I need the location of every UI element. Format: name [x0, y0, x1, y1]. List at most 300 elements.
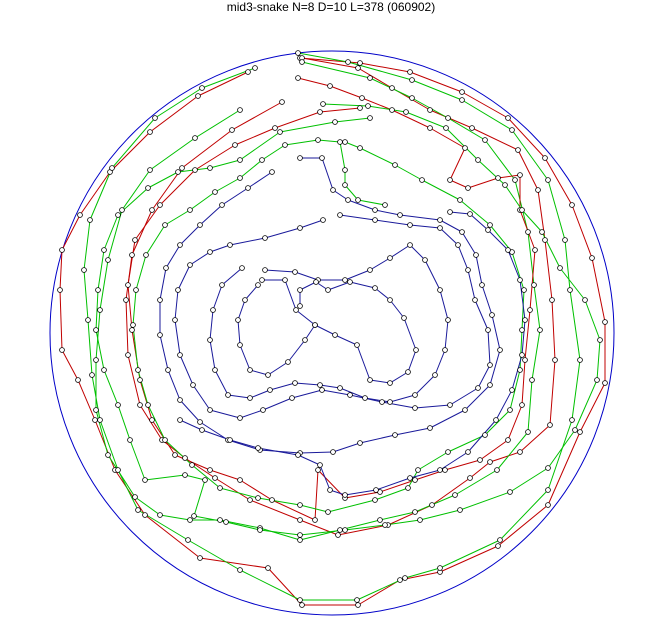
snake-node [106, 258, 111, 263]
snake-node [238, 108, 243, 113]
snake-node [226, 393, 231, 398]
snake-node [368, 76, 373, 81]
snake-node [208, 408, 213, 413]
snake-node [523, 358, 528, 363]
snake-node [188, 263, 193, 268]
snake-node [573, 428, 578, 433]
snake-node [413, 510, 418, 515]
snake-node [496, 544, 501, 549]
snake-node [200, 428, 205, 433]
snake-node [520, 328, 525, 333]
snake-node [468, 212, 473, 217]
snake-node [388, 400, 393, 405]
snake-node [143, 478, 148, 483]
snake-node [486, 328, 491, 333]
snake-node [356, 198, 361, 203]
snake-node [466, 186, 471, 191]
snake-node [198, 420, 203, 425]
snake-node [486, 228, 491, 233]
snake-node [478, 458, 483, 463]
snake-node [178, 353, 183, 358]
snake-node [192, 514, 197, 519]
snake-node [398, 578, 403, 583]
snake-node [368, 116, 373, 121]
snake-node [153, 116, 158, 121]
snake-node [520, 403, 525, 408]
snake-node [166, 368, 171, 373]
snake-node [240, 266, 245, 271]
snake-node [178, 398, 183, 403]
snake-node [460, 98, 465, 103]
snake-node [268, 388, 273, 393]
snake-node [488, 223, 493, 228]
snake-node [366, 104, 371, 109]
snake-node [474, 253, 479, 258]
snake-node [116, 213, 121, 218]
snake-node [96, 288, 101, 293]
snake-node [358, 441, 363, 446]
snake-node [218, 518, 223, 523]
snake-node [513, 178, 518, 183]
snake-node [438, 288, 443, 293]
snake-node [355, 343, 360, 348]
snake-node [532, 283, 537, 288]
snake-node [150, 208, 155, 213]
snake-node [93, 418, 98, 423]
snake-node [126, 353, 131, 358]
snake-node [228, 243, 233, 248]
snake-node [590, 256, 595, 261]
snake-node [553, 358, 558, 363]
snake-node [383, 203, 388, 208]
snake-node [320, 156, 325, 161]
snake-node [568, 288, 573, 293]
snake-node [530, 378, 535, 383]
snake-node [583, 298, 588, 303]
snake-node [158, 513, 163, 518]
snake-node [213, 190, 218, 195]
snake-path-blue [180, 212, 525, 495]
snake-node [550, 298, 555, 303]
snake-node [570, 203, 575, 208]
snake-node [298, 598, 303, 603]
snake-node [186, 538, 191, 543]
snake-node [183, 456, 188, 461]
snake-node [373, 208, 378, 213]
snake-node [363, 396, 368, 401]
snake-node [388, 298, 393, 303]
snake-node [522, 288, 527, 293]
snake-node [458, 198, 463, 203]
snake-node [263, 236, 268, 241]
snake-node [228, 438, 233, 443]
snake-node [102, 248, 107, 253]
snake-node [470, 126, 475, 131]
snake-node [164, 266, 169, 271]
snake-node [130, 328, 135, 333]
snake-node [410, 78, 415, 83]
snake-node [256, 496, 261, 501]
snake-node [488, 460, 493, 465]
snake-node [138, 378, 143, 383]
snake-node [208, 166, 213, 171]
snake-node [88, 218, 93, 223]
snake-node [260, 158, 265, 163]
snake-node [343, 493, 348, 498]
snake-node [133, 495, 138, 500]
snake-node [343, 168, 348, 173]
snake-node [543, 238, 548, 243]
snake-node [408, 70, 413, 75]
snake-node [303, 338, 308, 343]
snake-node [406, 370, 411, 375]
snake-node [595, 378, 600, 383]
snake-node [523, 318, 528, 323]
snake-node [143, 513, 148, 518]
snake-node [506, 116, 511, 121]
snake-node [328, 488, 333, 493]
snake-node [236, 318, 241, 323]
snake-path-blue [175, 215, 490, 418]
snake-node [130, 253, 135, 258]
snake-node [238, 568, 243, 573]
snake-node [326, 510, 331, 515]
snake-node [343, 183, 348, 188]
snake-node [283, 278, 288, 283]
snake-node [60, 248, 65, 253]
snake-node [278, 130, 283, 135]
snake-node [410, 96, 415, 101]
snake-node [538, 328, 543, 333]
snake-node [258, 528, 263, 533]
snake-node [120, 208, 125, 213]
snake-node [578, 358, 583, 363]
snake-node [408, 476, 413, 481]
snake-node [90, 373, 95, 378]
snake-node [570, 418, 575, 423]
snake-node [508, 408, 513, 413]
snake-path-blue [262, 280, 416, 383]
snake-node [60, 348, 65, 353]
snake-node [320, 388, 325, 393]
snake-node [413, 406, 418, 411]
snake-node [333, 120, 338, 125]
snake-node [343, 528, 348, 533]
snake-node [448, 403, 453, 408]
snake-node [336, 533, 341, 538]
snake-node [188, 518, 193, 523]
snake-node [338, 528, 343, 533]
snake-node [543, 156, 548, 161]
snake-node [198, 223, 203, 228]
snake-node [495, 468, 500, 473]
snake-node [133, 238, 138, 243]
snake-node [136, 508, 141, 513]
snake-node [558, 266, 563, 271]
snake-node [373, 286, 378, 291]
snake-node [536, 188, 541, 193]
snake-node [438, 566, 443, 571]
snake-node [526, 230, 531, 235]
snake-node [298, 288, 303, 293]
snake-node [158, 203, 163, 208]
snake-node [433, 373, 438, 378]
snake-node [208, 250, 213, 255]
snake-node [178, 418, 183, 423]
snake-node [318, 110, 323, 115]
snake-node [298, 304, 303, 309]
snake-node [466, 450, 471, 455]
snake-node [408, 243, 413, 248]
snake-node [163, 223, 168, 228]
snake-node [116, 403, 121, 408]
snake-node [298, 538, 303, 543]
snake-node [146, 186, 151, 191]
snake-node [414, 348, 419, 353]
snake-node [418, 518, 423, 523]
snake-node [466, 268, 471, 273]
snake-node [213, 476, 218, 481]
snake-node [546, 488, 551, 493]
snake-node [243, 298, 248, 303]
snake-node [463, 146, 468, 151]
snake-node [548, 423, 553, 428]
snake-node [463, 408, 468, 413]
snake-node [488, 383, 493, 388]
snake-node [76, 378, 81, 383]
snake-node [173, 453, 178, 458]
snake-node [300, 603, 305, 608]
snake-node [338, 140, 343, 145]
snake-node [266, 373, 271, 378]
snake-node [358, 146, 363, 151]
snake-node [290, 396, 295, 401]
snake-node [193, 168, 198, 173]
snake-node [358, 106, 363, 111]
snake-node [368, 268, 373, 273]
snake-node [248, 396, 253, 401]
snake-node [373, 218, 378, 223]
snake-node [188, 208, 193, 213]
snake-node [446, 318, 451, 323]
snake-node [428, 126, 433, 131]
snake-node [321, 102, 326, 107]
snake-node [124, 298, 129, 303]
snake-node [413, 393, 418, 398]
snake-node [456, 243, 461, 248]
snake-node [488, 363, 493, 368]
snake-node [126, 283, 131, 288]
snake-node [388, 381, 393, 386]
snake-node [444, 126, 449, 131]
snake-node [313, 323, 318, 328]
snake-node [480, 283, 485, 288]
snake-node [518, 173, 523, 178]
snake-node [238, 478, 243, 483]
snake-node [238, 343, 243, 348]
snake-node [148, 130, 153, 135]
snake-node [158, 298, 163, 303]
snake-node [263, 268, 268, 273]
snake-node [546, 503, 551, 508]
snake-node [313, 518, 318, 523]
snake-node [473, 298, 478, 303]
snake-node [98, 308, 103, 313]
snake-node [603, 320, 608, 325]
snake-node [176, 288, 181, 293]
snake-node [94, 408, 99, 413]
snake-node [333, 333, 338, 338]
snake-node [516, 148, 521, 153]
snake-node [443, 348, 448, 353]
snake-node [383, 523, 388, 528]
snake-node [404, 110, 409, 115]
snake-node [191, 383, 196, 388]
snake-node [248, 368, 253, 373]
snake-node [483, 433, 488, 438]
snake-node [338, 386, 343, 391]
snake-path-green [84, 53, 580, 600]
snake-node [294, 308, 299, 313]
snake-node [316, 138, 321, 143]
snake-node [348, 393, 353, 398]
snake-node [298, 156, 303, 161]
snake-node [496, 176, 501, 181]
snake-node [578, 430, 583, 435]
snake-node [176, 170, 181, 175]
snake-node [273, 126, 278, 131]
snake-node [286, 360, 291, 365]
snake-node [546, 466, 551, 471]
snake-node [283, 143, 288, 148]
snake-node [270, 498, 275, 503]
snake-node [331, 450, 336, 455]
snake-node [116, 468, 121, 473]
snake-node [453, 493, 458, 498]
snake-node [356, 603, 361, 608]
snake-node [446, 450, 451, 455]
snake-node [261, 408, 266, 413]
snake-node [390, 86, 395, 91]
snake-node [211, 308, 216, 313]
snake-node [448, 210, 453, 215]
snake-node [326, 288, 331, 293]
snake-node [483, 138, 488, 143]
snake-node [102, 368, 107, 373]
snake-node [238, 416, 243, 421]
snake-node [173, 318, 178, 323]
snake-node [503, 183, 508, 188]
snake-node [460, 230, 465, 235]
snake-node [346, 60, 351, 65]
snake-node [293, 270, 298, 275]
snake-node [438, 468, 443, 473]
snake-node [443, 468, 448, 473]
snake-node [298, 533, 303, 538]
snake-node [318, 463, 323, 468]
snake-node [248, 498, 253, 503]
snake-node [540, 230, 545, 235]
snake-node [293, 381, 298, 386]
snake-node [144, 253, 149, 258]
snake-node [402, 316, 407, 321]
snake-node [420, 178, 425, 183]
snake-node [296, 51, 301, 56]
snake-node [428, 426, 433, 431]
snake-node [406, 486, 411, 491]
snake-node [193, 136, 198, 141]
snake-node [403, 576, 408, 581]
snake-path-green [133, 140, 524, 512]
snake-node [296, 453, 301, 458]
snake-node [134, 288, 139, 293]
snake-node [343, 278, 348, 283]
snake-node [520, 353, 525, 358]
snake-node [498, 538, 503, 543]
snake-node [413, 478, 418, 483]
snake-node [446, 116, 451, 121]
snake-node [208, 338, 213, 343]
snake-node [374, 488, 379, 493]
snake-node [360, 96, 365, 101]
snake-node [510, 388, 515, 393]
snake-node [58, 288, 63, 293]
snake-node [256, 446, 261, 451]
snake-node [203, 478, 208, 483]
snake-node [208, 468, 213, 473]
snake-node [506, 248, 511, 253]
snake-node [280, 100, 285, 105]
snake-node [356, 66, 361, 71]
snake-node [398, 213, 403, 218]
snake-node [430, 503, 435, 508]
snake-node [196, 94, 201, 99]
snake-node [328, 84, 333, 89]
snake-node [533, 248, 538, 253]
snake-node [94, 358, 99, 363]
snake-node [603, 381, 608, 386]
snake-node [331, 188, 336, 193]
snake-node [220, 203, 225, 208]
snake-node [378, 518, 383, 523]
snake-node [428, 108, 433, 113]
snake-node [300, 60, 305, 65]
snake-node [438, 218, 443, 223]
snake-node [490, 313, 495, 318]
snake-node [393, 163, 398, 168]
snake-node [246, 70, 251, 75]
snake-path-blue [238, 285, 315, 375]
snake-node [348, 280, 353, 285]
snake-node [158, 333, 163, 338]
snake-node [343, 140, 348, 145]
snake-node [238, 158, 243, 163]
snake-node [224, 520, 229, 525]
snake-node [131, 323, 136, 328]
snake-node [150, 418, 155, 423]
snake-node [238, 176, 243, 181]
snake-node [458, 508, 463, 513]
snake-node [393, 433, 398, 438]
snake-node [183, 473, 188, 478]
snake-node [246, 186, 251, 191]
snake-node [355, 598, 360, 603]
snake-node [180, 166, 185, 171]
snake-node [200, 86, 205, 91]
snake-node [218, 486, 223, 491]
snake-node [298, 226, 303, 231]
snake-node [476, 386, 481, 391]
